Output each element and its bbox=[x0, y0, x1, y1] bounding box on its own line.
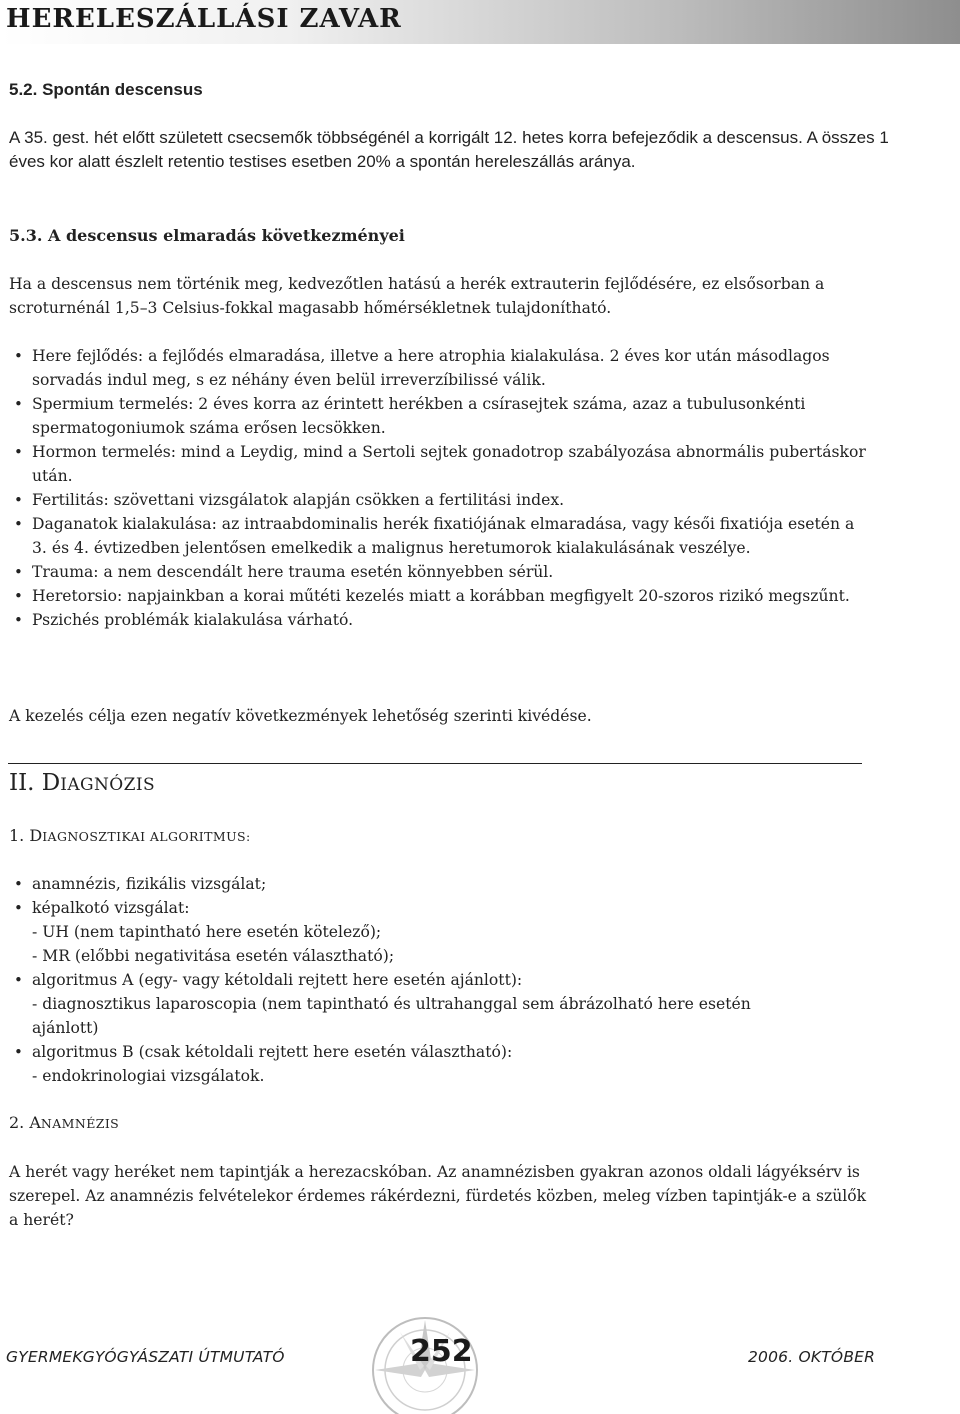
consequence-item: • Trauma: a nem descendált here trauma esetén könnyebben sérül. bbox=[14, 560, 874, 584]
treatment-goal: A kezelés célja ezen negatív következmények lehetőség szerinti kivédése. bbox=[9, 707, 592, 725]
algorithm-subitem: - endokrinologiai vizsgálatok. bbox=[32, 1067, 265, 1085]
consequence-item: • Fertilitás: szövettani vizsgálatok alapján csökken a fertilitási index. bbox=[14, 488, 874, 512]
page-number: 252 bbox=[410, 1334, 473, 1369]
subsection-1-title: 1. DIAGNOSZTIKAI ALGORITMUS: bbox=[9, 826, 251, 845]
algorithm-subitem: - UH (nem tapintható here esetén kötelező); bbox=[32, 923, 382, 941]
algorithm-item: • képalkotó vizsgálat: bbox=[14, 896, 874, 920]
consequence-item: • Here fejlődés: a fejlődés elmaradása, illetve a here atrophia kialakulása. 2 éves kor után másodlagos sorvadás indul meg, s ez néhány éven belül irreverzíbilissé válik. bbox=[14, 344, 874, 392]
footer-publication: GYERMEKGYÓGYÁSZATI ÚTMUTATÓ bbox=[6, 1348, 285, 1366]
footer-date: 2006. OKTÓBER bbox=[748, 1348, 876, 1366]
page-footer bbox=[0, 1310, 960, 1414]
consequence-list bbox=[14, 344, 874, 632]
algorithm-item: • anamnézis, fizikális vizsgálat; bbox=[14, 872, 874, 896]
consequence-item: • Daganatok kialakulása: az intraabdominalis herék fixatiójának elmaradása, vagy késői fixatiója esetén a 3. és 4. évtizedben jelentősen emelkedik a malignus heretumorok kialakulásának veszélye. bbox=[14, 512, 874, 560]
section-divider bbox=[8, 763, 862, 764]
anamnesis-text: A herét vagy heréket nem tapintják a herezacskóban. Az anamnézisben gyakran azonos oldali lágyéksérv is szerepel. Az anamnézis felvételekor érdemes rákérdezni, fürdetés közben, meleg vízben tapintják-e a szülők a herét? bbox=[9, 1163, 867, 1229]
section-5-3-intro: Ha a descensus nem történik meg, kedvezőtlen hatású a herék extrauterin fejlődésére, ez elsősorban a scroturnénál 1,5–3 Celsius-fokkal magasabb hőmérsékletnek tulajdonítható. bbox=[9, 275, 825, 317]
algorithm-subitem: - MR (előbbi negativitása esetén választható); bbox=[32, 947, 395, 965]
algorithm-item: • algoritmus B (csak kétoldali rejtett here esetén választható): bbox=[14, 1040, 874, 1064]
diagnostic-algorithm-list bbox=[14, 872, 874, 1088]
algorithm-subitem: - diagnosztikus laparoscopia (nem tapintható és ultrahanggal sem ábrázolható here esetén bbox=[32, 995, 751, 1013]
consequence-item: • Hormon termelés: mind a Leydig, mind a Sertoli sejtek gonadotrop szabályozása abnormális pubertáskor után. bbox=[14, 440, 874, 488]
section-5-2-text: A 35. gest. hét előtt született csecsemők többségénél a korrigált 12. hetes korra befejeződik a descensus. A összes 1 éves kor alatt észlelt retentio testises esetben 20% a spontán hereleszállás aránya. bbox=[9, 128, 889, 171]
consequence-item: • Spermium termelés: 2 éves korra az érintett herékben a csírasejtek száma, azaz a tubulusonkénti spermatogoniumok száma erősen lecsökken. bbox=[14, 392, 874, 440]
header-bar bbox=[0, 0, 960, 44]
algorithm-subitem: ajánlott) bbox=[32, 1019, 99, 1037]
part-title-diagnosis: II. DIAGNÓZIS bbox=[9, 770, 155, 796]
section-5-2-heading: 5.2. Spontán descensus bbox=[9, 80, 203, 99]
consequence-item: • Heretorsio: napjainkban a korai műtéti kezelés miatt a korábban megfigyelt 20-szoros rizikó megszűnt. bbox=[14, 584, 874, 608]
algorithm-item: • algoritmus A (egy- vagy kétoldali rejtett here esetén ajánlott): bbox=[14, 968, 874, 992]
subsection-2-title: 2. ANAMNÉZIS bbox=[9, 1113, 120, 1132]
chapter-title: HERELESZÁLLÁSI ZAVAR bbox=[6, 4, 402, 34]
section-5-3-heading: 5.3. A descensus elmaradás következményei bbox=[9, 226, 405, 245]
consequence-item: • Pszichés problémák kialakulása várható. bbox=[14, 608, 874, 632]
